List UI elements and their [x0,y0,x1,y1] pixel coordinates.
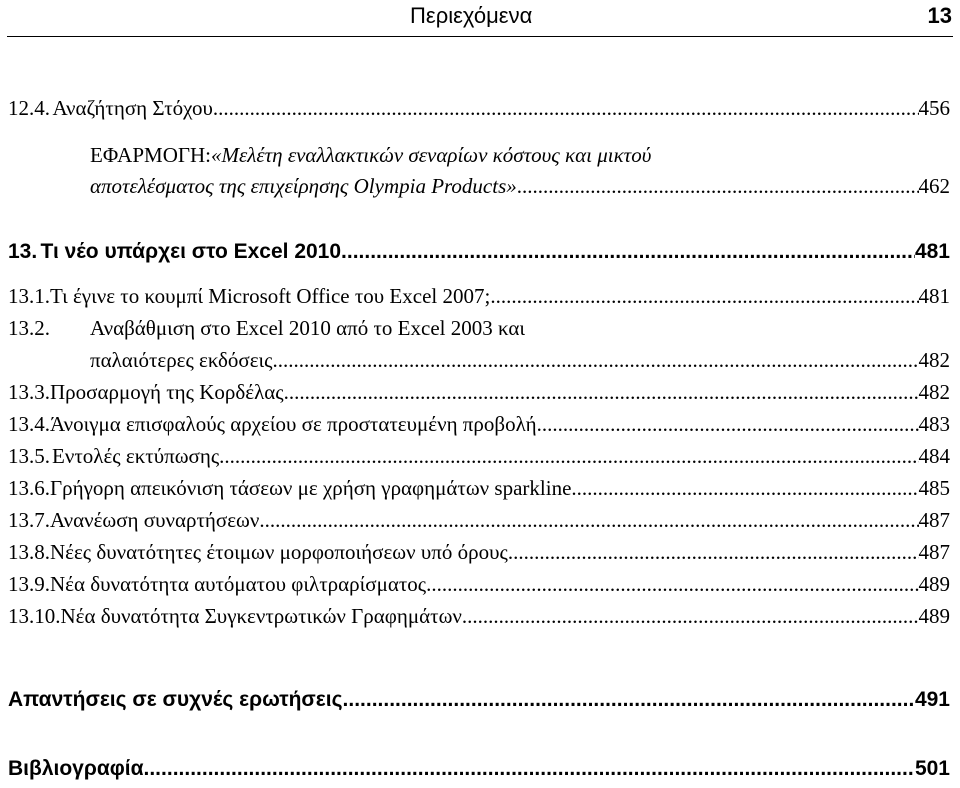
dot-leader [537,412,919,437]
entry-page: 482 [918,348,950,372]
toc-entry-13-3[interactable] [8,380,950,405]
toc-entry-13-4[interactable] [8,412,950,437]
section-page: 501 [914,757,950,780]
entry-page: 456 [918,96,950,120]
entry-page: 485 [918,476,950,500]
toc-entry-13-2-line2[interactable] [90,348,950,373]
toc-entry-13-8[interactable] [8,540,950,565]
entry-page: 489 [918,572,950,596]
dot-leader [219,444,918,469]
toc-entry-13-7[interactable] [8,508,950,533]
toc-chapter-13[interactable] [8,240,950,264]
entry-title-cont: παλαιότερες εκδόσεις [90,348,273,372]
entry-number: 13.9. [8,572,50,596]
entry-page: 462 [918,174,950,198]
dot-leader [571,476,918,501]
entry-title-italic-cont: αποτελέσματος της επιχείρησης Olympia Products» [90,174,517,198]
entry-title-prefix: ΕΦΑΡΜΟΓΗ: [90,143,211,167]
dot-leader [426,572,918,597]
chapter-number: 13. [8,240,38,263]
dot-leader [259,508,918,533]
dot-leader [213,96,919,121]
header-title: Περιεχόμενα [410,3,533,28]
toc-entry-13-1[interactable] [8,284,950,309]
entry-page: 483 [918,412,950,436]
entry-title: Γρήγορη απεικόνιση τάσεων με χρήση γραφημάτων sparkline [50,476,572,500]
entry-title: Τι έγινε το κουμπί Microsoft Office του Excel 2007; [50,284,491,308]
entry-number: 13.4. [8,412,50,436]
header-page-number: 13 [927,3,952,28]
section-title: Απαντήσεις σε συχνές ερωτήσεις [8,688,343,711]
dot-leader [284,380,919,405]
dot-leader [343,688,915,712]
entry-number: 13.3. [8,380,50,404]
entry-title: Προσαρμογή της Κορδέλας [50,380,284,404]
chapter-title: Τι νέο υπάρχει στο Excel 2010 [40,240,342,263]
toc-section-answers[interactable] [8,688,950,712]
entry-page: 489 [918,604,950,628]
chapter-page: 481 [914,240,950,263]
dot-leader [517,174,919,199]
dot-leader [144,757,915,781]
toc-entry-13-6[interactable] [8,476,950,501]
entry-page: 481 [918,284,950,308]
dot-leader [341,240,915,264]
dot-leader [508,540,919,565]
entry-page: 487 [918,540,950,564]
entry-page: 482 [918,380,950,404]
entry-title: Αναζήτηση Στόχου [52,96,213,120]
toc-entry-13-5[interactable] [8,444,950,469]
toc-entry-application-line2[interactable] [90,174,950,199]
entry-title: Νέες δυνατότητες έτοιμων μορφοποιήσεων υπό όρους [50,540,508,564]
section-title: Βιβλιογραφία [8,757,144,780]
entry-title-italic: «Μελέτη εναλλακτικών σεναρίων κόστους και μικτού [211,143,652,167]
entry-page: 484 [918,444,950,468]
entry-number: 13.1. [8,284,50,308]
toc-section-bibliography[interactable] [8,757,950,781]
entry-number: 13.6. [8,476,50,500]
toc-entry-application-line1[interactable] [90,143,950,168]
entry-title: Άνοιγμα επισφαλούς αρχείου σε προστατευμένη προβολή [50,412,537,436]
entry-number: 13.5. [8,444,50,468]
entry-title: Νέα δυνατότητα αυτόματου φιλτραρίσματος [50,572,427,596]
entry-page: 487 [918,508,950,532]
entry-title: Αναβάθμιση στο Excel 2010 από το Excel 2003 και [90,316,526,340]
toc-entry-13-10[interactable] [8,604,950,629]
entry-number: 13.2. [8,316,50,340]
entry-number: 13.10. [8,604,61,628]
toc-entry-12-4[interactable] [8,96,950,121]
header-rule [7,36,953,37]
entry-number: 12.4. [8,96,50,120]
toc-entry-13-9[interactable] [8,572,950,597]
entry-title: Νέα δυνατότητα Συγκεντρωτικών Γραφημάτων [60,604,462,628]
dot-leader [273,348,919,373]
entry-number: 13.7. [8,508,50,532]
dot-leader [490,284,918,309]
entry-title: Εντολές εκτύπωσης [52,444,220,468]
page-header [0,0,960,36]
entry-number: 13.8. [8,540,50,564]
section-page: 491 [914,688,950,711]
toc-entry-13-2-line1[interactable] [8,316,950,341]
dot-leader [462,604,919,629]
entry-title: Ανανέωση συναρτήσεων [50,508,260,532]
